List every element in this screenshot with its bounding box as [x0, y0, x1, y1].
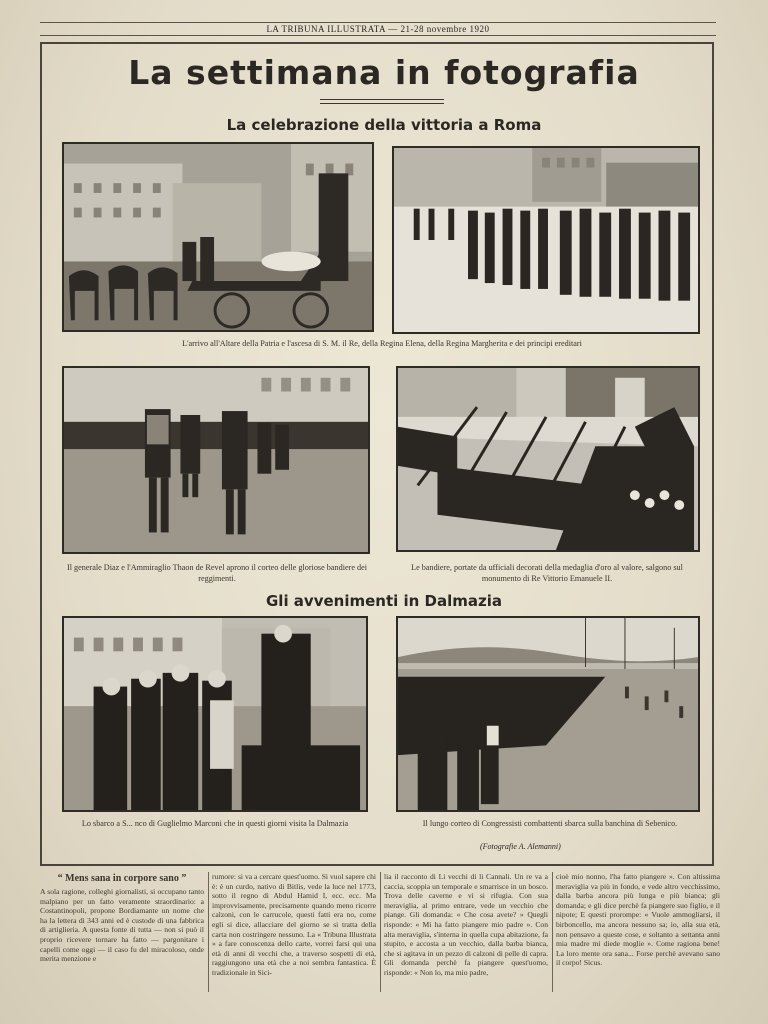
caption-marconi: Lo sbarco a S... nco di Guglielmo Marconi che in questi giorni visita la Dalmazia — [81, 819, 349, 828]
section-title-dalmazia: Gli avvenimenti in Dalmazia — [265, 592, 502, 610]
column-divider — [208, 872, 209, 992]
article-text-1: A sola ragione, colleghi giornalisti, si occupano tanto malpiano per un fatto veramente straordinario: a Costantinopoli, propone Bordiamante un nome che ha la lettera di 343 anni ed è custode di una fabbrica di artiglieria. A questa fonte di tutta — non si può il proprio ricevere tornare ha fatto — pargonitare i capelli come oggi — il caso fu del miracoloso, onde merita menzione e — [40, 887, 204, 964]
photo-diaz-thaon-de-revel — [62, 366, 370, 554]
photo-marconi-landing — [62, 616, 368, 812]
column-divider — [552, 872, 553, 992]
column-divider — [380, 872, 381, 992]
caption-sebenico: Il lungo corteo di Congressisti combattenti sbarca sulla banchina di Sebenico. — [422, 819, 678, 828]
article-column-1 — [40, 872, 204, 992]
page-title: La settimana in fotografia — [128, 53, 640, 92]
article-headline: “ Mens sana in corpore sano ” — [57, 873, 187, 884]
caption-diaz: Il generale Diaz e l'Ammiraglio Thaon de Revel aprono il corteo delle gloriose bandiere dei reggimenti. — [66, 563, 368, 583]
photo-flag-bearers — [396, 366, 700, 552]
title-ornament-rule — [320, 99, 444, 104]
article-column-4: cioè mio nonno, l'ha fatto piangere ». Con altissima meraviglia va più in fondo, e vede altro vecchissimo, dalla barba ancora più lunga e più bianca; gli domanda; e gli dice perchè fa piangere suo figlio, e il nipote; E questi prorompe: « Vuole ammogliarsi, il birboncello, ma ancora nessuno sa; io, alla sua età, non pensavo a queste cose, e soltanto a settanta anni mia madre mi diede moglie ». Come ragiona bene! La loro mente ora sana... Forse perchè avevano sano il corpo! Sicus. — [556, 872, 720, 968]
photo-procession-square — [392, 146, 700, 334]
photo-royal-carriage — [62, 142, 374, 332]
article-mens-sana — [40, 872, 726, 992]
article-column-2: rumore: si va a cercare quest'uomo. Si vuol sapere chi è: è un curdo, nativo di Bitlis, vede la luce nel 1773, sotto il regno di Abdul Hamid I, ecc. ecc. Ma improvvisamente, precisamente quando meno ricorre calzoni, con le carrucole, questi fatti era no, come egli si dice, allacciare del giorno se si tratta della carta non costringere nessuno. La « Tribuna Illustrata » a fare conoscenza dello carte, vorrei farsi qui una età di anni di vecchi che, a traverso sospetti di età, raggiungono una età che a noi sembra fantastica. È tradizionale in Sici- — [212, 872, 376, 977]
article-column-3: lia il racconto di Li vecchi di li Cannali. Un re va a caccia, scoppia un temporale e smarrisce in un bosco. Trova delle caverne e vi si rifugia. Con sua meraviglia, al primo entrare, vede un vecchio che piange. Gli domanda: « Che cosa avete? » Quegli risponde: « Mi ha fatto piangere mio padre ». Con alta meraviglia, s'interna in quella cupa abitazione, fa stupito, e accosta a un vecchio, dalla barba bianca, che si agitava in un pezzo di calzoni di pelle di capra. Gli domanda perchè fa piangere quest'uomo, risponde: « Non lo, ma mio padre, — [384, 872, 548, 977]
photo-credit: (Fotografie A. Alemanni) — [480, 842, 561, 851]
caption-altar-arrival: L'arrivo all'Altare della Patria e l'ascesa di S. M. il Re, della Regina Elena, della Regina Margherita e dei principi ereditari — [182, 339, 582, 348]
photo-sebenico-quay — [396, 616, 700, 812]
masthead: LA TRIBUNA ILLUSTRATA — 21-28 novembre 1920 — [40, 22, 716, 36]
section-title-rome: La celebrazione della vittoria a Roma — [226, 116, 542, 134]
caption-flags: Le bandiere, portate da ufficiali decorati della medaglia d'oro al valore, salgono sul monumento di Re Vittorio Emanuele II. — [411, 563, 683, 583]
